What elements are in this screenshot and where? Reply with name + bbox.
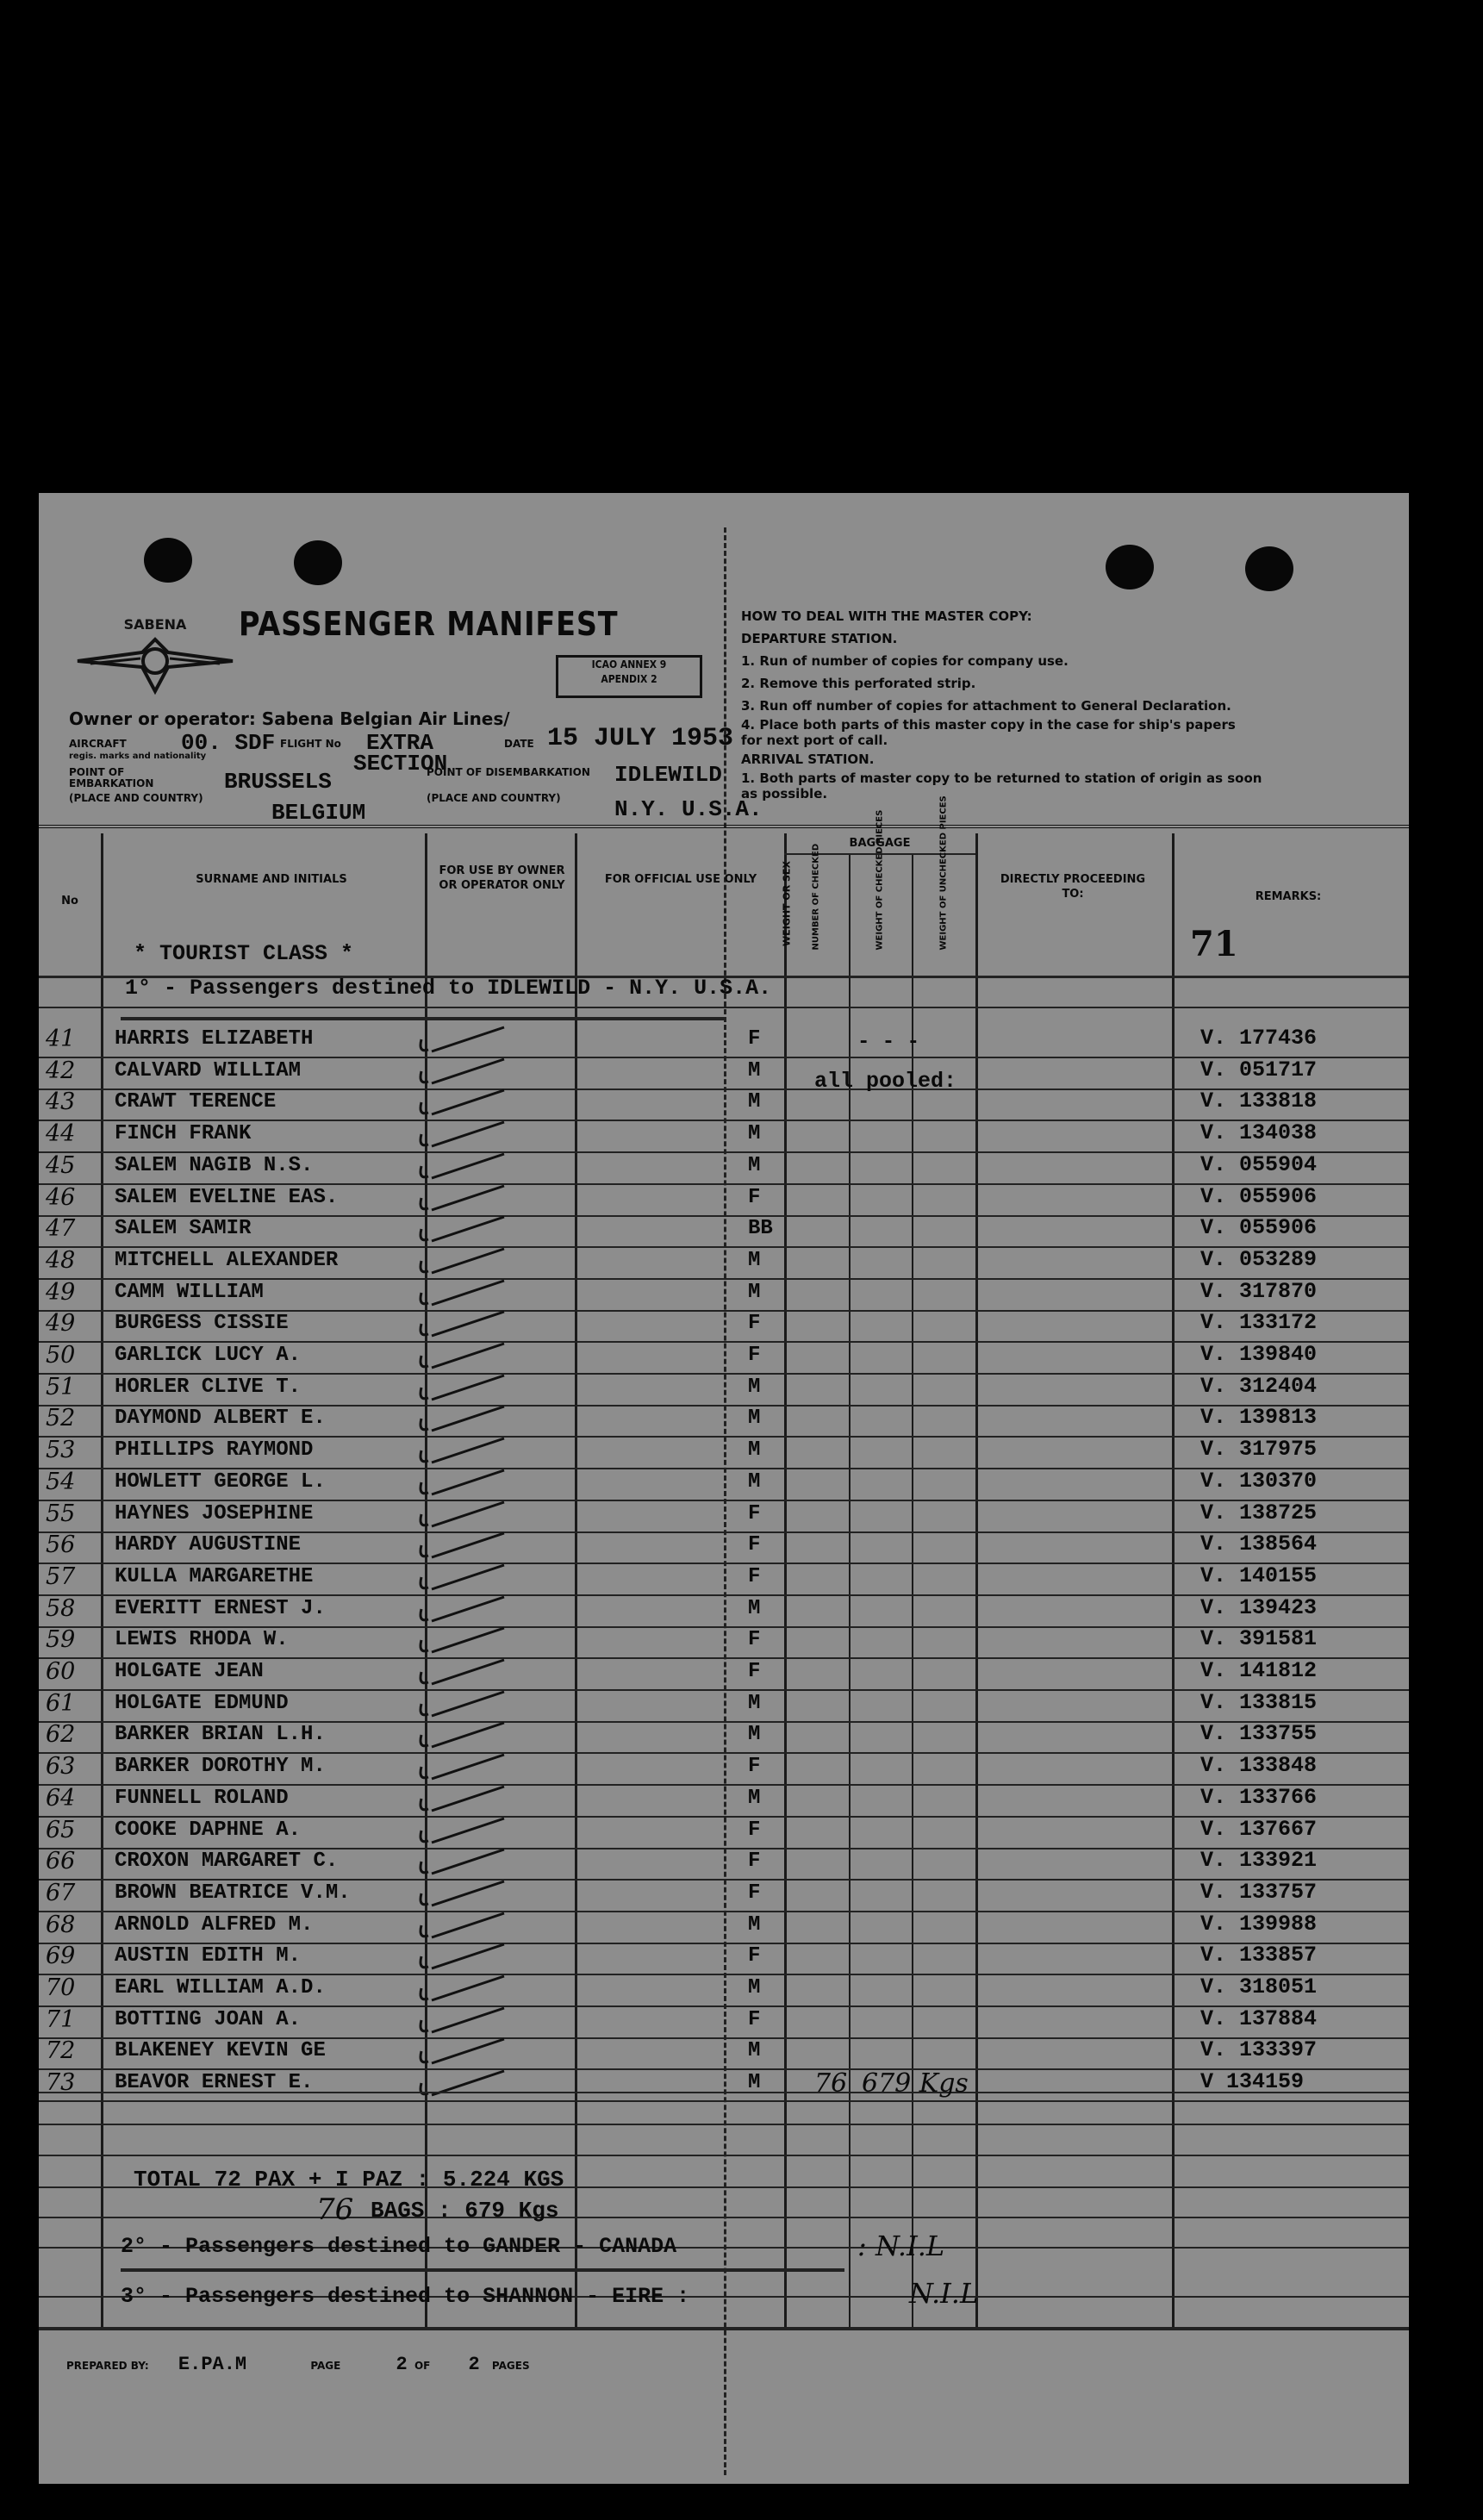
disembarkation-country: N.Y. U.S.A. [614, 796, 763, 822]
passenger-sex: M [748, 1122, 761, 1146]
passenger-remark: V. 317870 [1200, 1278, 1318, 1304]
last-row-kgs: 679 Kgs [862, 2068, 969, 2099]
instruction-line: HOW TO DEAL WITH THE MASTER COPY: [741, 608, 1032, 624]
row-number: 61 [46, 1689, 76, 1717]
date-value: 15 JULY 1953 [547, 724, 734, 753]
passenger-name: EVERITT ERNEST J. [115, 1596, 326, 1620]
passenger-remark: V. 133755 [1200, 1721, 1318, 1747]
passenger-sex: M [748, 1153, 761, 1177]
annex-line-1: ICAO ANNEX 9 [591, 658, 667, 671]
punch-hole [1245, 546, 1293, 591]
check-mark-icon [409, 1910, 513, 1944]
instruction-line: for next port of call. [741, 733, 888, 748]
sabena-logo-icon [73, 614, 237, 708]
passenger-sex: F [748, 1944, 761, 1968]
check-mark-icon [409, 1245, 513, 1280]
passenger-name: BOTTING JOAN A. [115, 2007, 302, 2031]
check-mark-icon [409, 1562, 513, 1596]
passenger-remark: V. 133921 [1200, 1848, 1318, 1874]
check-mark-icon [409, 1435, 513, 1469]
footer-line-text [66, 2354, 530, 2375]
row-line [39, 2100, 1409, 2102]
row-number: 43 [46, 1088, 76, 1116]
column-header-bag-number: NUMBER OF CHECKED [811, 843, 821, 951]
passenger-sex: F [748, 1564, 761, 1588]
row-number: 62 [46, 1721, 76, 1749]
check-mark-icon [409, 1119, 513, 1153]
passenger-name: SALEM EVELINE EAS. [115, 1185, 339, 1209]
passenger-sex: M [748, 1469, 761, 1494]
instruction-line: 2. Remove this perforated strip. [741, 676, 976, 691]
passenger-remark: V. 133857 [1200, 1943, 1318, 1968]
row-number: 73 [46, 2069, 76, 2097]
column-header-baggage: BAGGAGE [849, 837, 911, 850]
passenger-sex: F [748, 1818, 761, 1842]
passenger-name: BEAVOR ERNEST E. [115, 2071, 314, 2095]
passenger-remark: V. 139988 [1200, 1911, 1318, 1937]
check-mark-icon [409, 1625, 513, 1659]
passenger-name: BARKER DOROTHY M. [115, 1755, 326, 1779]
svg-text:SABENA: SABENA [123, 616, 187, 633]
section-3-note: N.I.L [909, 2277, 979, 2310]
row-line [39, 2092, 1409, 2093]
check-mark-icon [409, 1151, 513, 1185]
column-header-surname: SURNAME AND INITIALS [196, 873, 347, 886]
check-mark-icon [409, 1878, 513, 1912]
passenger-sex: F [748, 1344, 761, 1367]
passenger-remark: V. 053289 [1200, 1246, 1318, 1272]
perforation-line [724, 527, 726, 2475]
row-number: 68 [46, 1911, 76, 1938]
check-mark-icon [409, 2036, 513, 2070]
passenger-sex: M [748, 1596, 761, 1620]
row-number: 51 [46, 1373, 76, 1400]
row-number: 50 [46, 1342, 76, 1369]
check-mark-icon [409, 1973, 513, 2007]
punch-hole [1106, 545, 1154, 589]
header-divider [39, 825, 1409, 828]
passenger-sex: F [748, 2007, 761, 2031]
check-mark-icon [409, 2005, 513, 2039]
row-number: 64 [46, 1784, 76, 1812]
check-mark-icon [409, 1403, 513, 1438]
passenger-name: COOKE DAPHNE A. [115, 1818, 302, 1842]
instruction-line: 1. Run of number of copies for company use. [741, 653, 1069, 669]
manifest-title: PASSENGER MANIFEST [239, 605, 619, 643]
passenger-name: CRAWT TERENCE [115, 1090, 277, 1114]
check-mark-icon [409, 1656, 513, 1691]
column-header-bag-unchecked: WEIGHT OF UNCHECKED PIECES [938, 795, 949, 951]
passenger-remark: V. 133848 [1200, 1753, 1318, 1779]
passenger-sex: F [748, 1312, 761, 1336]
section-2-heading: 2° - Passengers destined to GANDER - CANADA [121, 2234, 677, 2259]
passenger-sex: M [748, 1407, 761, 1431]
passenger-remark: V. 140155 [1200, 1563, 1318, 1588]
passenger-name: FINCH FRANK [115, 1122, 252, 1146]
passenger-remark: V. 133172 [1200, 1310, 1318, 1336]
aircraft-sub-label: regis. marks and nationality [69, 752, 207, 761]
passenger-sex: F [748, 1628, 761, 1652]
instructions-block [741, 605, 1327, 802]
instruction-line: 4. Place both parts of this master copy in the case for ship's papers [741, 717, 1236, 733]
passenger-remark: V. 055906 [1200, 1215, 1318, 1241]
check-mark-icon [409, 1277, 513, 1312]
passenger-sex: M [748, 1786, 761, 1810]
passenger-sex: M [748, 1280, 761, 1304]
instruction-line: ARRIVAL STATION. [741, 752, 875, 767]
footer-line [39, 2327, 1409, 2330]
icao-annex-box [556, 655, 702, 698]
passenger-sex: M [748, 1438, 761, 1463]
passenger-name: FUNNELL ROLAND [115, 1786, 289, 1810]
passenger-sex: M [748, 1912, 761, 1937]
column-header-owner-use: FOR USE BY OWNER OR OPERATOR ONLY [439, 864, 565, 892]
passenger-name: DAYMOND ALBERT E. [115, 1407, 326, 1431]
check-mark-icon [409, 1056, 513, 1090]
row-number: 48 [46, 1246, 76, 1274]
passenger-remark: V. 130370 [1200, 1468, 1318, 1494]
disembarkation-label: POINT OF DISEMBARKATION [427, 766, 590, 778]
passenger-name: HAYNES JOSEPHINE [115, 1501, 314, 1525]
section-underline [121, 1017, 724, 1020]
row-number: 70 [46, 1974, 76, 2001]
passenger-name: AUSTIN EDITH M. [115, 1944, 302, 1968]
passenger-name: HORLER CLIVE T. [115, 1375, 302, 1399]
check-mark-icon [409, 1941, 513, 1975]
passenger-name: EARL WILLIAM A.D. [115, 1976, 326, 1999]
column-header-remarks: REMARKS: [1255, 890, 1322, 903]
column-header-no: No [61, 895, 78, 908]
passenger-sex: M [748, 1090, 761, 1114]
class-label: * TOURIST CLASS * [134, 941, 354, 966]
owner-line [69, 708, 510, 729]
passenger-name: SALEM SAMIR [115, 1217, 252, 1241]
passenger-remark: V. 139423 [1200, 1594, 1318, 1620]
passenger-name: BLAKENEY KEVIN GE [115, 2039, 326, 2063]
punch-hole [294, 540, 342, 585]
page-label: PAGE [310, 2360, 341, 2372]
passenger-sex: M [748, 1976, 761, 1999]
totals-line-1: TOTAL 72 PAX + I PAZ : 5.224 KGS [134, 2167, 564, 2193]
passenger-remark: V. 177436 [1200, 1026, 1318, 1051]
row-number: 53 [46, 1437, 76, 1464]
page-value: 2 [396, 2354, 408, 2375]
passenger-sex: BB [748, 1217, 773, 1241]
passenger-sex: M [748, 1723, 761, 1747]
embarkation-label: POINT OF EMBARKATION [69, 766, 154, 789]
section-3-heading: 3° - Passengers destined to SHANNON - EIRE : [121, 2284, 690, 2309]
last-row-bags: 76 [814, 2068, 848, 2099]
totals-line-2: BAGS : 679 Kgs [371, 2198, 559, 2224]
passenger-remark: V. 133815 [1200, 1689, 1318, 1715]
embarkation-country: BELGIUM [271, 800, 366, 826]
row-line [39, 1007, 1409, 1008]
passenger-sex: M [748, 1375, 761, 1399]
check-mark-icon [409, 1087, 513, 1121]
row-number: 60 [46, 1658, 76, 1685]
row-number: 63 [46, 1753, 76, 1781]
pages-label: PAGES [491, 2360, 530, 2372]
passenger-name: HARRIS ELIZABETH [115, 1027, 314, 1051]
embarkation-sub-label: (PLACE AND COUNTRY) [69, 792, 203, 804]
date-label: DATE [504, 738, 534, 750]
annex-line-2: APENDIX 2 [601, 673, 657, 685]
section-2-note: : N.I.L [857, 2230, 945, 2262]
check-mark-icon [409, 1340, 513, 1375]
passenger-sex: M [748, 2071, 761, 2095]
check-mark-icon [409, 1024, 513, 1058]
row-number: 66 [46, 1848, 76, 1875]
flight-value: EXTRA [366, 730, 434, 756]
section-label: SECTION [353, 751, 448, 777]
check-mark-icon [409, 1688, 513, 1723]
check-mark-icon [409, 1372, 513, 1407]
passenger-name: KULLA MARGARETHE [115, 1564, 314, 1588]
row-number: 57 [46, 1563, 76, 1590]
passenger-remark: V. 139813 [1200, 1405, 1318, 1431]
passenger-remark: V. 138725 [1200, 1500, 1318, 1525]
passenger-sex: M [748, 2039, 761, 2063]
row-number: 69 [46, 1943, 76, 1970]
passenger-sex: M [748, 1691, 761, 1715]
totals-bag-count: 76 [316, 2193, 354, 2227]
passenger-name: MITCHELL ALEXANDER [115, 1248, 339, 1272]
check-mark-icon [409, 1182, 513, 1217]
row-number: 56 [46, 1531, 76, 1559]
passenger-name: HOWLETT GEORGE L. [115, 1469, 326, 1494]
passenger-sex: M [748, 1058, 761, 1082]
row-number: 59 [46, 1626, 76, 1654]
row-number: 47 [46, 1215, 76, 1243]
row-number: 54 [46, 1468, 76, 1495]
passenger-remark: V. 312404 [1200, 1373, 1318, 1399]
passenger-remark: V. 138564 [1200, 1531, 1318, 1557]
instruction-line: as possible. [741, 786, 828, 802]
passenger-remark: V 134159 [1200, 2069, 1305, 2095]
row-number: 58 [46, 1594, 76, 1622]
check-mark-icon [409, 1530, 513, 1564]
row-number: 52 [46, 1405, 76, 1432]
of-value: 2 [468, 2354, 480, 2375]
passenger-remark: V. 317975 [1200, 1437, 1318, 1463]
column-header-bag-weight: WEIGHT OF CHECKED PIECES [875, 809, 885, 951]
row-line [39, 2124, 1409, 2125]
passenger-name: CAMM WILLIAM [115, 1280, 264, 1304]
check-mark-icon [409, 1467, 513, 1501]
passenger-sex: F [748, 1881, 761, 1905]
passenger-remark: V. 391581 [1200, 1626, 1318, 1652]
passenger-remark: V. 133397 [1200, 2037, 1318, 2063]
row-number: 41 [46, 1026, 76, 1052]
row-number: 49 [46, 1278, 76, 1306]
passenger-name: ARNOLD ALFRED M. [115, 1912, 314, 1937]
instruction-line: 1. Both parts of master copy to be returned to station of origin as soon [741, 770, 1262, 786]
check-mark-icon [409, 2068, 513, 2102]
instruction-line: DEPARTURE STATION. [741, 631, 898, 646]
passenger-name: HOLGATE EDMUND [115, 1691, 289, 1715]
passenger-remark: V. 051717 [1200, 1057, 1318, 1082]
row-number: 46 [46, 1183, 76, 1211]
row-number: 44 [46, 1120, 76, 1148]
passenger-name: HOLGATE JEAN [115, 1660, 264, 1683]
passenger-name: BARKER BRIAN L.H. [115, 1723, 326, 1747]
passenger-sex: F [748, 1755, 761, 1779]
disembarkation-sub-label: (PLACE AND COUNTRY) [427, 792, 561, 804]
check-mark-icon [409, 1213, 513, 1248]
passenger-sex: F [748, 1533, 761, 1557]
row-number: 49 [46, 1310, 76, 1338]
owner-value: Sabena Belgian Air Lines/ [261, 708, 510, 729]
manifest-sheet [39, 493, 1409, 2484]
passenger-name: BURGESS CISSIE [115, 1312, 289, 1336]
passenger-remark: V. 133818 [1200, 1088, 1318, 1114]
passenger-remark: V. 133757 [1200, 1879, 1318, 1905]
of-label: OF [414, 2360, 431, 2372]
check-mark-icon [409, 1594, 513, 1628]
check-mark-icon [409, 1783, 513, 1818]
instruction-line: 3. Run off number of copies for attachment to General Declaration. [741, 698, 1231, 714]
passenger-remark: V. 134038 [1200, 1120, 1318, 1146]
check-mark-icon [409, 1751, 513, 1786]
passenger-name: BROWN BEATRICE V.M. [115, 1881, 351, 1905]
passenger-remark: V. 137667 [1200, 1816, 1318, 1842]
passenger-sex: F [748, 1027, 761, 1051]
passenger-name: SALEM NAGIB N.S. [115, 1153, 314, 1177]
passenger-name: LEWIS RHODA W. [115, 1628, 289, 1652]
passenger-name: CALVARD WILLIAM [115, 1058, 302, 1082]
passenger-remark: V. 133766 [1200, 1784, 1318, 1810]
passenger-remark: V. 141812 [1200, 1658, 1318, 1683]
owner-label: Owner or operator: [69, 708, 256, 729]
disembarkation-city: IDLEWILD [614, 762, 722, 788]
row-number: 45 [46, 1151, 76, 1179]
passenger-sex: F [748, 1185, 761, 1209]
punch-hole [144, 538, 192, 583]
prepared-by-value: E.PA.M [178, 2354, 247, 2375]
check-mark-icon [409, 1719, 513, 1754]
check-mark-icon [409, 1308, 513, 1343]
prepared-by-label: PREPARED BY: [66, 2360, 149, 2372]
row-number: 65 [46, 1816, 76, 1843]
flight-label: FLIGHT No [280, 738, 341, 750]
passenger-sex: M [748, 1248, 761, 1272]
passenger-name: HARDY AUGUSTINE [115, 1533, 302, 1557]
passenger-sex: F [748, 1660, 761, 1683]
passenger-remark: V. 318051 [1200, 1974, 1318, 1999]
passenger-name: GARLICK LUCY A. [115, 1344, 302, 1367]
passenger-name: CROXON MARGARET C. [115, 1849, 339, 1874]
check-mark-icon [409, 1499, 513, 1533]
section-1-heading: 1° - Passengers destined to IDLEWILD - N.Y. U.S.A. [125, 976, 772, 1001]
passenger-remark: V. 055904 [1200, 1151, 1318, 1177]
check-mark-icon [409, 1815, 513, 1849]
passenger-remark: V. 055906 [1200, 1183, 1318, 1209]
remarks-number: 71 [1190, 924, 1238, 964]
column-header-directly: DIRECTLY PROCEEDING TO: [1000, 873, 1146, 901]
column-header-official-use: FOR OFFICIAL USE ONLY [604, 873, 757, 886]
section-underline [121, 2268, 844, 2272]
row-number: 71 [46, 2005, 76, 2033]
aircraft-label: AIRCRAFT [69, 738, 127, 750]
row-number: 67 [46, 1879, 76, 1906]
baggage-pooled-note: all pooled: [814, 1069, 957, 1094]
row-number: 55 [46, 1500, 76, 1527]
row-line [39, 2217, 1409, 2218]
passenger-remark: V. 137884 [1200, 2005, 1318, 2031]
passenger-name: PHILLIPS RAYMOND [115, 1438, 314, 1463]
column-header-weight: WEIGHT OR SEX [781, 861, 793, 946]
embarkation-city: BRUSSELS [224, 769, 332, 795]
row-line [39, 2155, 1409, 2156]
row-number: 72 [46, 2037, 76, 2065]
aircraft-value: 00. SDF [181, 730, 276, 756]
first-row-baggage: - - - [857, 1031, 920, 1054]
passenger-remark: V. 139840 [1200, 1342, 1318, 1367]
row-number: 42 [46, 1057, 76, 1084]
check-mark-icon [409, 1846, 513, 1881]
passenger-sex: F [748, 1501, 761, 1525]
passenger-sex: F [748, 1849, 761, 1874]
